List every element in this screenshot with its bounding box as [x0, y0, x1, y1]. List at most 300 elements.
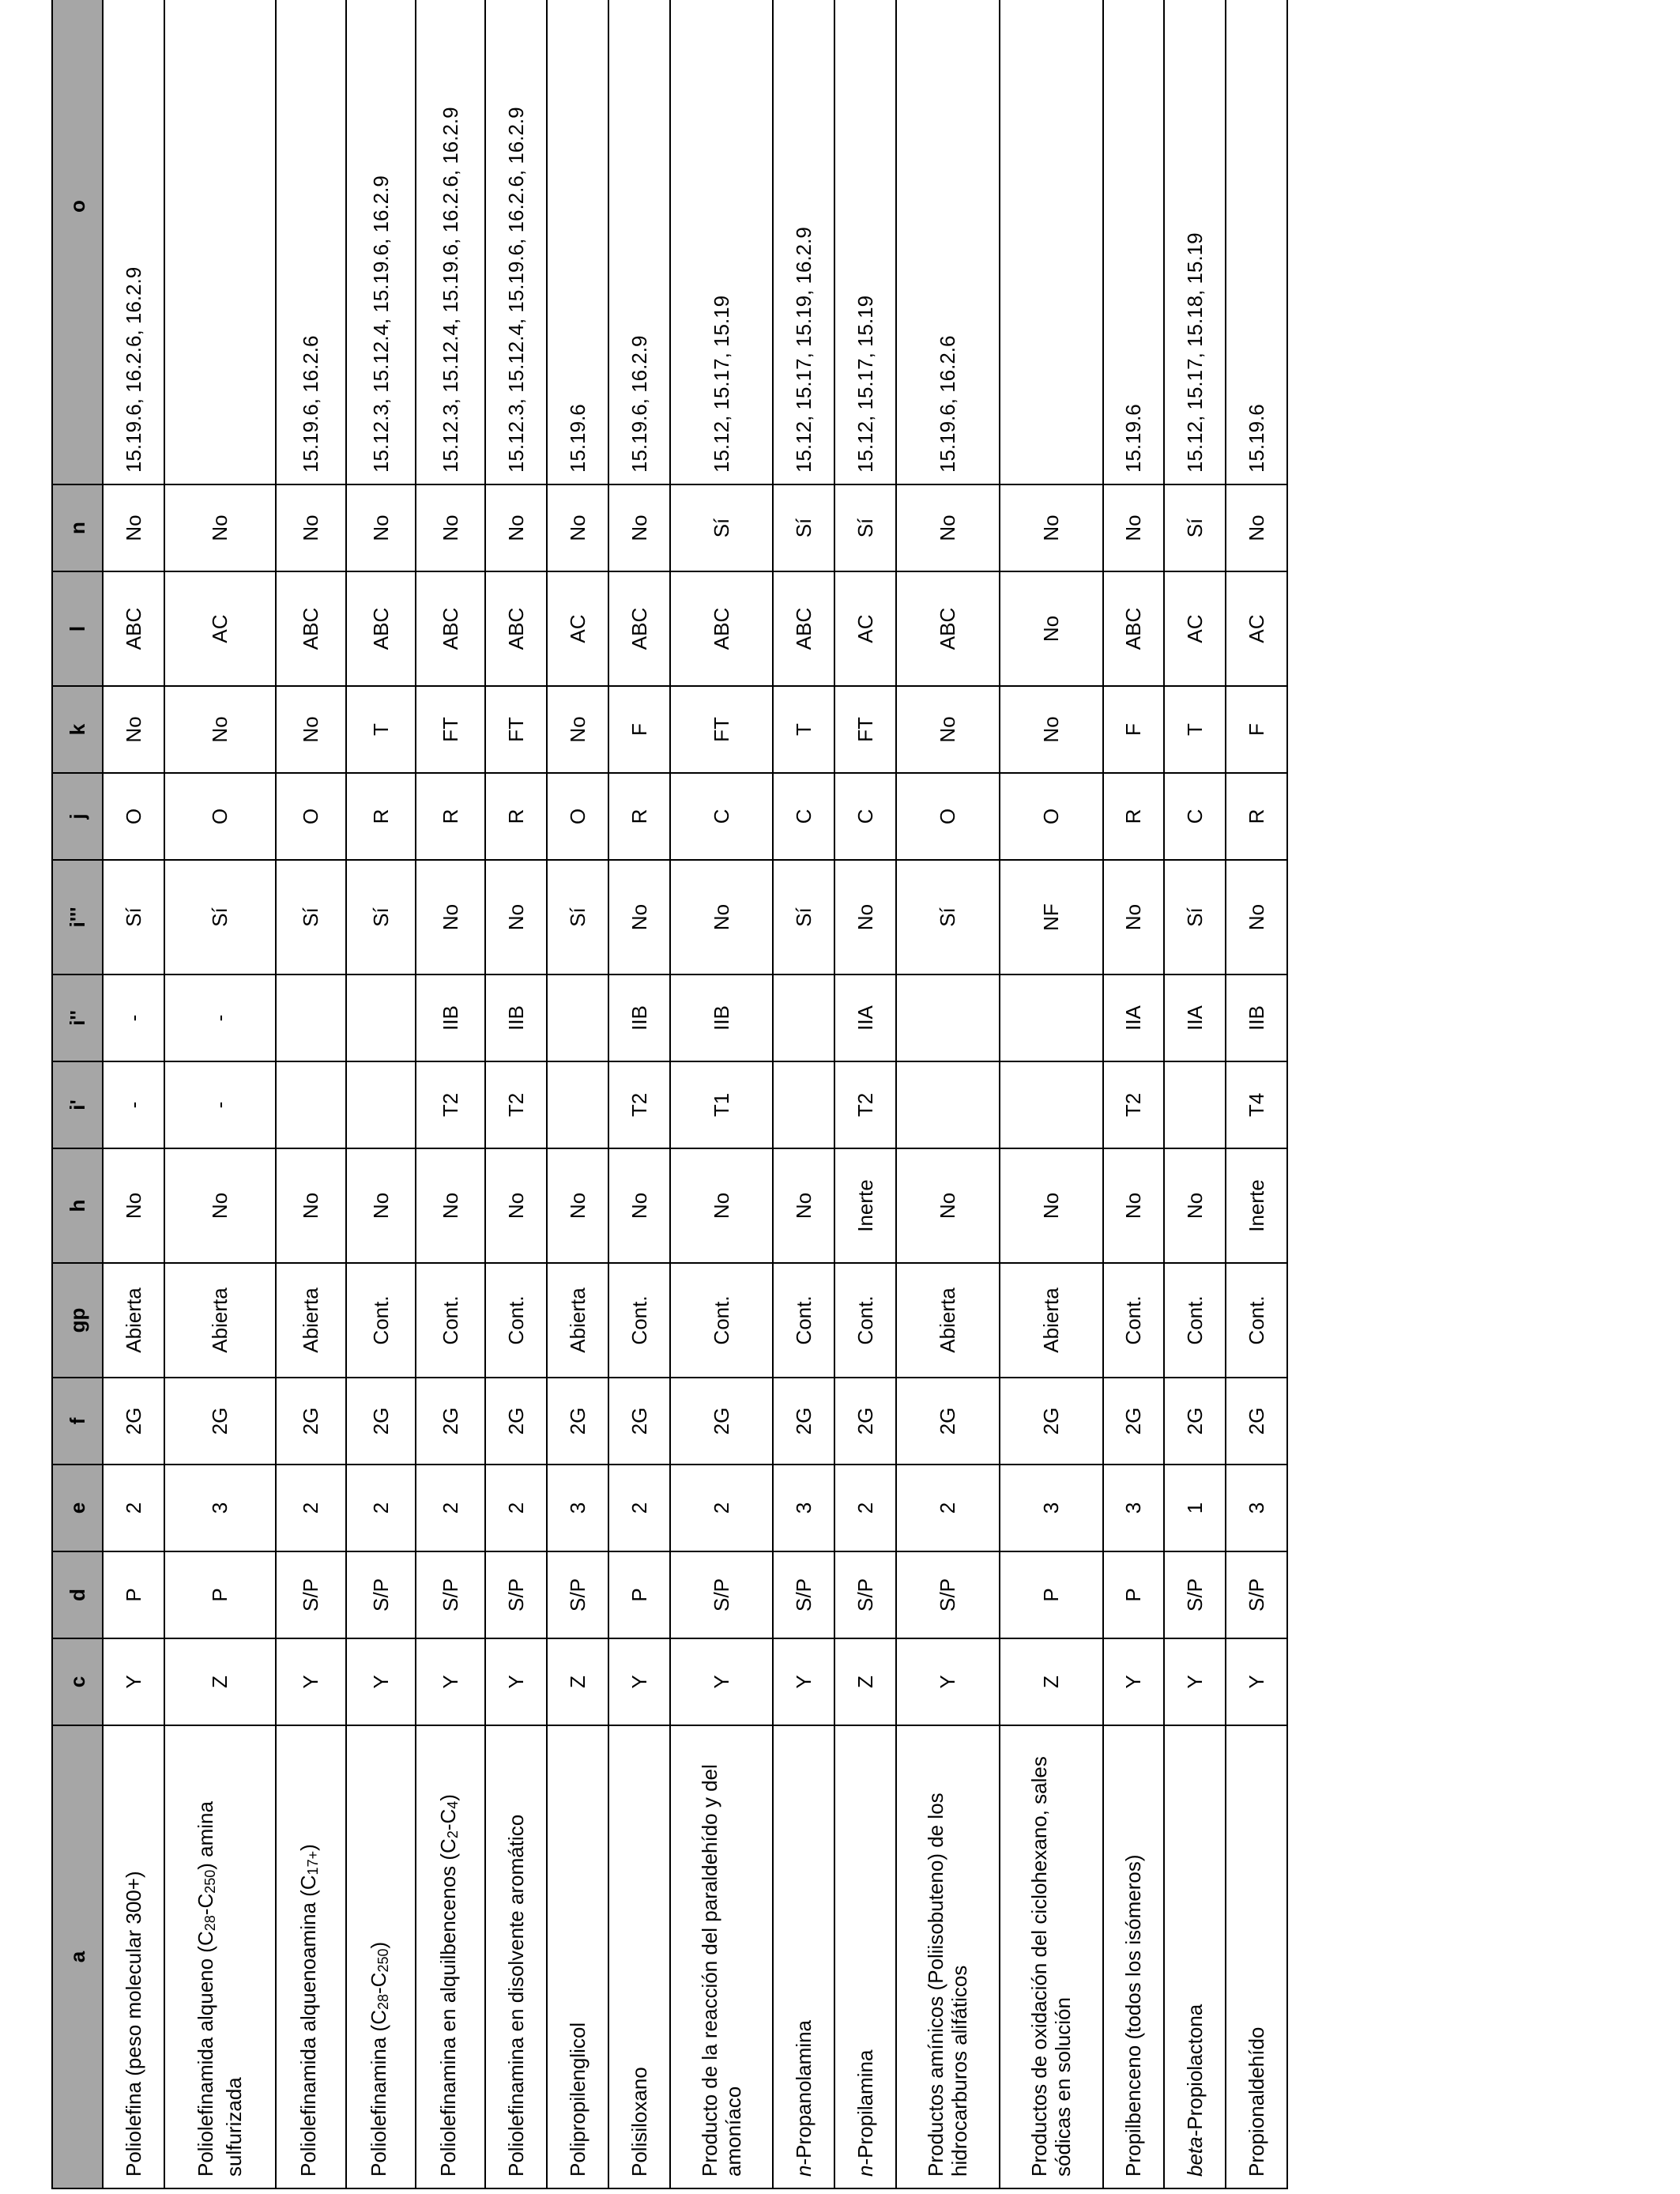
cell-e: 2 [103, 1465, 164, 1551]
cell-o: 15.19.6, 16.2.6 [276, 0, 345, 484]
column-header: i' [52, 1061, 103, 1148]
cell-e: 2 [896, 1465, 1000, 1551]
cell-i2 [346, 974, 416, 1061]
cell-d: S/P [485, 1551, 547, 1638]
cell-i2: IIB [670, 974, 774, 1061]
cell-gp: Cont. [834, 1263, 896, 1378]
cell-o: 15.19.6 [1103, 0, 1165, 484]
cell-n: No [276, 484, 345, 571]
cell-product-name [1164, 1725, 1226, 2188]
cell-product-name [416, 1725, 485, 2188]
column-header: j [52, 773, 103, 860]
cell-h: No [670, 1148, 774, 1263]
cell-f: 2G [547, 1378, 608, 1465]
cell-i1 [896, 1061, 1000, 1148]
cell-i2 [773, 974, 834, 1061]
cell-i3: Sí [103, 860, 164, 974]
cell-c: Z [1000, 1638, 1103, 1725]
cell-i1: T1 [670, 1061, 774, 1148]
cell-k: T [773, 686, 834, 773]
cell-product-name [896, 1725, 1000, 2188]
cell-i1 [1164, 1061, 1226, 1148]
cell-l: ABC [276, 571, 345, 686]
name-segment: 250 [375, 1948, 391, 1973]
name-segment: ) [366, 1941, 390, 1949]
name-segment: 2 [445, 1830, 461, 1839]
cell-gp: Abierta [103, 1263, 164, 1378]
cell-j: C [1164, 773, 1226, 860]
column-header: c [52, 1638, 103, 1725]
name-segment: -C [436, 1808, 461, 1831]
cell-product-name [1226, 1725, 1287, 2188]
cell-n: No [103, 484, 164, 571]
header-row [52, 0, 103, 2188]
name-segment: n [853, 2165, 878, 2177]
name-segment: Poliolefinamina en disolvente aromático [504, 1814, 529, 2177]
cell-e: 2 [485, 1465, 547, 1551]
table-row [416, 0, 485, 2188]
cell-i1 [773, 1061, 834, 1148]
cell-h: No [608, 1148, 670, 1263]
cell-product-name [1103, 1725, 1165, 2188]
cell-e: 3 [1000, 1465, 1103, 1551]
cell-gp: Cont. [485, 1263, 547, 1378]
cell-f: 2G [834, 1378, 896, 1465]
cell-d: S/P [1164, 1551, 1226, 1638]
name-segment: 28 [202, 1915, 219, 1932]
cell-j: C [834, 773, 896, 860]
cell-f: 2G [773, 1378, 834, 1465]
cell-n: Sí [773, 484, 834, 571]
name-segment: 250 [202, 1869, 219, 1894]
cell-n: No [1000, 484, 1103, 571]
cell-f: 2G [1103, 1378, 1165, 1465]
cell-i1: T2 [1103, 1061, 1165, 1148]
cell-gp: Cont. [1164, 1263, 1226, 1378]
cell-o: 15.12, 15.17, 15.18, 15.19 [1164, 0, 1226, 484]
cell-c: Y [773, 1638, 834, 1725]
cell-j: O [547, 773, 608, 860]
cell-j: R [1226, 773, 1287, 860]
cell-i3: No [670, 860, 774, 974]
cell-o: 15.12, 15.17, 15.19 [834, 0, 896, 484]
name-segment: beta [1183, 2136, 1207, 2177]
cell-i1 [547, 1061, 608, 1148]
cell-i1 [346, 1061, 416, 1148]
cell-f: 2G [485, 1378, 547, 1465]
cell-o: 15.19.6, 16.2.9 [608, 0, 670, 484]
cell-d: S/P [276, 1551, 345, 1638]
cell-l: AC [834, 571, 896, 686]
name-segment: ) [436, 1794, 461, 1801]
cell-o [1000, 0, 1103, 484]
cell-n: No [346, 484, 416, 571]
cell-h: No [1000, 1148, 1103, 1263]
cell-h: No [276, 1148, 345, 1263]
cell-n: No [416, 484, 485, 571]
table-row [1000, 0, 1103, 2188]
cell-n: Sí [670, 484, 774, 571]
cell-h: No [1164, 1148, 1226, 1263]
cell-k: F [608, 686, 670, 773]
cell-i3: Sí [164, 860, 276, 974]
cell-c: Y [485, 1638, 547, 1725]
cell-h: No [103, 1148, 164, 1263]
cell-k: No [1000, 686, 1103, 773]
cell-c: Y [896, 1638, 1000, 1725]
cell-i2: IIA [834, 974, 896, 1061]
cell-f: 2G [896, 1378, 1000, 1465]
cell-l: ABC [896, 571, 1000, 686]
cell-n: No [164, 484, 276, 571]
cell-i2: - [164, 974, 276, 1061]
cell-d: S/P [1226, 1551, 1287, 1638]
cell-gp: Cont. [670, 1263, 774, 1378]
name-segment: Polipropilenglicol [565, 2022, 590, 2177]
cell-f: 2G [346, 1378, 416, 1465]
cell-f: 2G [103, 1378, 164, 1465]
cell-i3: No [1226, 860, 1287, 974]
column-header: a [52, 1725, 103, 2188]
name-segment: Poliolefinamina en alquilbencenos (C [436, 1838, 461, 2177]
cell-f: 2G [1226, 1378, 1287, 1465]
column-header: h [52, 1148, 103, 1263]
cell-e: 3 [1226, 1465, 1287, 1551]
table-row [1103, 0, 1165, 2188]
cell-i1: T2 [834, 1061, 896, 1148]
cell-d: S/P [773, 1551, 834, 1638]
cell-d: P [1000, 1551, 1103, 1638]
cell-j: O [1000, 773, 1103, 860]
cell-k: T [1164, 686, 1226, 773]
cell-i1: T2 [608, 1061, 670, 1148]
table-body [103, 0, 1287, 2188]
name-segment: Producto de la reacción del paraldehído y del amoníaco [697, 1764, 745, 2177]
cell-i2 [1000, 974, 1103, 1061]
cell-i2: IIB [416, 974, 485, 1061]
cell-h: No [773, 1148, 834, 1263]
cell-n: No [896, 484, 1000, 571]
cell-k: No [164, 686, 276, 773]
name-segment: 28 [375, 1993, 391, 2011]
cell-d: S/P [416, 1551, 485, 1638]
column-header: f [52, 1378, 103, 1465]
cell-i1: T4 [1226, 1061, 1287, 1148]
cell-c: Z [547, 1638, 608, 1725]
cell-h: No [896, 1148, 1000, 1263]
table-row [346, 0, 416, 2188]
cell-f: 2G [670, 1378, 774, 1465]
cell-i2: IIA [1164, 974, 1226, 1061]
cell-i1: - [103, 1061, 164, 1148]
cell-gp: Cont. [608, 1263, 670, 1378]
name-segment: Productos amínicos (Poliisobuteno) de los hidrocarburos alifáticos [924, 1793, 972, 2177]
column-header: k [52, 686, 103, 773]
cell-i3: No [416, 860, 485, 974]
cell-j: R [346, 773, 416, 860]
table-row [896, 0, 1000, 2188]
cell-d: P [608, 1551, 670, 1638]
cell-o: 15.19.6 [547, 0, 608, 484]
cell-e: 2 [670, 1465, 774, 1551]
cell-product-name [164, 1725, 276, 2188]
cell-o [164, 0, 276, 484]
table-row [547, 0, 608, 2188]
cell-l: ABC [1103, 571, 1165, 686]
cell-h: No [164, 1148, 276, 1263]
name-segment: -Propiolactona [1183, 2004, 1207, 2137]
cell-c: Y [346, 1638, 416, 1725]
cell-product-name [773, 1725, 834, 2188]
cell-i3: NF [1000, 860, 1103, 974]
cell-j: O [164, 773, 276, 860]
cell-j: R [1103, 773, 1165, 860]
name-segment: -Propilamina [853, 2049, 878, 2166]
cell-k: F [1226, 686, 1287, 773]
cell-c: Y [103, 1638, 164, 1725]
name-segment: -C [194, 1893, 218, 1916]
cell-i2 [276, 974, 345, 1061]
cell-product-name [670, 1725, 774, 2188]
cell-gp: Abierta [1000, 1263, 1103, 1378]
cell-d: S/P [896, 1551, 1000, 1638]
cell-l: ABC [346, 571, 416, 686]
cell-product-name [834, 1725, 896, 2188]
cell-i3: Sí [346, 860, 416, 974]
cell-l: AC [1226, 571, 1287, 686]
cell-i3: Sí [547, 860, 608, 974]
cell-e: 3 [164, 1465, 276, 1551]
cell-o: 15.19.6, 16.2.6 [896, 0, 1000, 484]
name-segment: Polisiloxano [627, 2067, 651, 2177]
table-row [1226, 0, 1287, 2188]
cell-h: No [485, 1148, 547, 1263]
cell-j: O [896, 773, 1000, 860]
cell-k: FT [485, 686, 547, 773]
cell-f: 2G [276, 1378, 345, 1465]
cell-d: S/P [547, 1551, 608, 1638]
cell-gp: Abierta [164, 1263, 276, 1378]
cell-gp: Cont. [346, 1263, 416, 1378]
cell-k: FT [670, 686, 774, 773]
name-segment: Propilbenceno (todos los isómeros) [1121, 1854, 1146, 2177]
name-segment: -Propanolamina [792, 2019, 816, 2166]
cell-gp: Abierta [547, 1263, 608, 1378]
cell-i3: Sí [896, 860, 1000, 974]
cell-product-name [608, 1725, 670, 2188]
cell-c: Y [416, 1638, 485, 1725]
cell-d: S/P [670, 1551, 774, 1638]
cell-e: 2 [834, 1465, 896, 1551]
cell-e: 2 [608, 1465, 670, 1551]
cell-d: S/P [834, 1551, 896, 1638]
cell-l: ABC [608, 571, 670, 686]
table-row [1164, 0, 1226, 2188]
table-row [834, 0, 896, 2188]
cell-o: 15.12.3, 15.12.4, 15.19.6, 16.2.6, 16.2.9 [416, 0, 485, 484]
cell-f: 2G [1000, 1378, 1103, 1465]
cell-i3: No [1103, 860, 1165, 974]
cell-i2 [896, 974, 1000, 1061]
column-header: n [52, 484, 103, 571]
cell-i1 [276, 1061, 345, 1148]
name-segment: Propionaldehído [1245, 2026, 1269, 2177]
cell-gp: Abierta [896, 1263, 1000, 1378]
rotated-page [51, 8, 1288, 2189]
cell-k: No [103, 686, 164, 773]
name-segment: 17+ [305, 1850, 322, 1875]
cell-l: AC [1164, 571, 1226, 686]
cell-c: Z [834, 1638, 896, 1725]
table-row [773, 0, 834, 2188]
cell-n: No [547, 484, 608, 571]
cell-gp: Cont. [1103, 1263, 1165, 1378]
cell-n: No [1103, 484, 1165, 571]
cell-f: 2G [164, 1378, 276, 1465]
cell-h: Inerte [1226, 1148, 1287, 1263]
cell-k: T [346, 686, 416, 773]
chemical-table [51, 0, 1288, 2189]
name-segment: 4 [445, 1800, 461, 1809]
cell-i2: IIB [1226, 974, 1287, 1061]
table-row [164, 0, 276, 2188]
cell-c: Y [670, 1638, 774, 1725]
cell-gp: Cont. [773, 1263, 834, 1378]
cell-l: ABC [103, 571, 164, 686]
cell-gp: Cont. [1226, 1263, 1287, 1378]
cell-d: P [103, 1551, 164, 1638]
cell-h: No [416, 1148, 485, 1263]
cell-o: 15.19.6, 16.2.6, 16.2.9 [103, 0, 164, 484]
cell-j: R [416, 773, 485, 860]
cell-i2: IIA [1103, 974, 1165, 1061]
cell-h: No [547, 1148, 608, 1263]
table-row [276, 0, 345, 2188]
cell-i3: No [608, 860, 670, 974]
cell-i1: T2 [416, 1061, 485, 1148]
name-segment: Poliolefinamina (C [366, 2010, 390, 2177]
cell-n: Sí [1164, 484, 1226, 571]
cell-product-name [547, 1725, 608, 2188]
cell-c: Z [164, 1638, 276, 1725]
cell-n: No [1226, 484, 1287, 571]
cell-k: FT [416, 686, 485, 773]
cell-n: No [485, 484, 547, 571]
cell-product-name [346, 1725, 416, 2188]
cell-i2: IIB [485, 974, 547, 1061]
cell-gp: Abierta [276, 1263, 345, 1378]
cell-l: ABC [485, 571, 547, 686]
column-header: i'' [52, 974, 103, 1061]
name-segment: n [792, 2165, 816, 2177]
cell-c: Y [276, 1638, 345, 1725]
cell-d: P [1103, 1551, 1165, 1638]
name-segment: Poliolefinamida alqueno (C [194, 1931, 218, 2177]
cell-product-name [103, 1725, 164, 2188]
cell-l: AC [547, 571, 608, 686]
cell-o: 15.12, 15.17, 15.19 [670, 0, 774, 484]
cell-o: 15.12, 15.17, 15.19, 16.2.9 [773, 0, 834, 484]
cell-e: 2 [276, 1465, 345, 1551]
name-segment: -C [366, 1972, 390, 1994]
cell-product-name [276, 1725, 345, 2188]
cell-i2 [547, 974, 608, 1061]
column-header: gp [52, 1263, 103, 1378]
table-row [485, 0, 547, 2188]
cell-k: No [547, 686, 608, 773]
name-segment: ) amina sulfurizada [194, 1801, 247, 2177]
cell-o: 15.19.6 [1226, 0, 1287, 484]
name-segment: Poliolefinamida alquenoamina (C [296, 1875, 321, 2177]
cell-l: ABC [773, 571, 834, 686]
cell-c: Y [1103, 1638, 1165, 1725]
cell-h: No [1103, 1148, 1165, 1263]
name-segment: Poliolefina (peso molecular 300+) [121, 1871, 145, 2177]
cell-i1: T2 [485, 1061, 547, 1148]
cell-product-name [1000, 1725, 1103, 2188]
name-segment: Productos de oxidación del ciclohexano, sales sódicas en solución [1027, 1756, 1075, 2177]
cell-i2: IIB [608, 974, 670, 1061]
table-row [103, 0, 164, 2188]
cell-k: No [276, 686, 345, 773]
column-header: d [52, 1551, 103, 1638]
cell-n: Sí [834, 484, 896, 571]
cell-o: 15.12.3, 15.12.4, 15.19.6, 16.2.6, 16.2.9 [485, 0, 547, 484]
cell-j: C [670, 773, 774, 860]
cell-h: Inerte [834, 1148, 896, 1263]
cell-f: 2G [608, 1378, 670, 1465]
cell-c: Y [608, 1638, 670, 1725]
cell-e: 3 [547, 1465, 608, 1551]
cell-l: ABC [670, 571, 774, 686]
column-header: e [52, 1465, 103, 1551]
cell-f: 2G [1164, 1378, 1226, 1465]
column-header: o [52, 0, 103, 484]
cell-j: R [608, 773, 670, 860]
column-header: l [52, 571, 103, 686]
cell-n: No [608, 484, 670, 571]
cell-k: No [896, 686, 1000, 773]
table-row [608, 0, 670, 2188]
cell-j: R [485, 773, 547, 860]
cell-i1: - [164, 1061, 276, 1148]
cell-gp: Cont. [416, 1263, 485, 1378]
cell-k: FT [834, 686, 896, 773]
cell-i3: No [834, 860, 896, 974]
cell-l: ABC [416, 571, 485, 686]
cell-product-name [485, 1725, 547, 2188]
cell-e: 2 [346, 1465, 416, 1551]
cell-f: 2G [416, 1378, 485, 1465]
cell-k: F [1103, 686, 1165, 773]
name-segment: ) [296, 1844, 321, 1851]
cell-i3: Sí [1164, 860, 1226, 974]
cell-l: AC [164, 571, 276, 686]
cell-d: P [164, 1551, 276, 1638]
cell-i3: No [485, 860, 547, 974]
cell-h: No [346, 1148, 416, 1263]
cell-o: 15.12.3, 15.12.4, 15.19.6, 16.2.9 [346, 0, 416, 484]
cell-c: Y [1226, 1638, 1287, 1725]
cell-j: O [276, 773, 345, 860]
cell-e: 3 [1103, 1465, 1165, 1551]
cell-e: 3 [773, 1465, 834, 1551]
cell-i3: Sí [276, 860, 345, 974]
table-row [670, 0, 774, 2188]
cell-i1 [1000, 1061, 1103, 1148]
cell-e: 2 [416, 1465, 485, 1551]
cell-l: No [1000, 571, 1103, 686]
